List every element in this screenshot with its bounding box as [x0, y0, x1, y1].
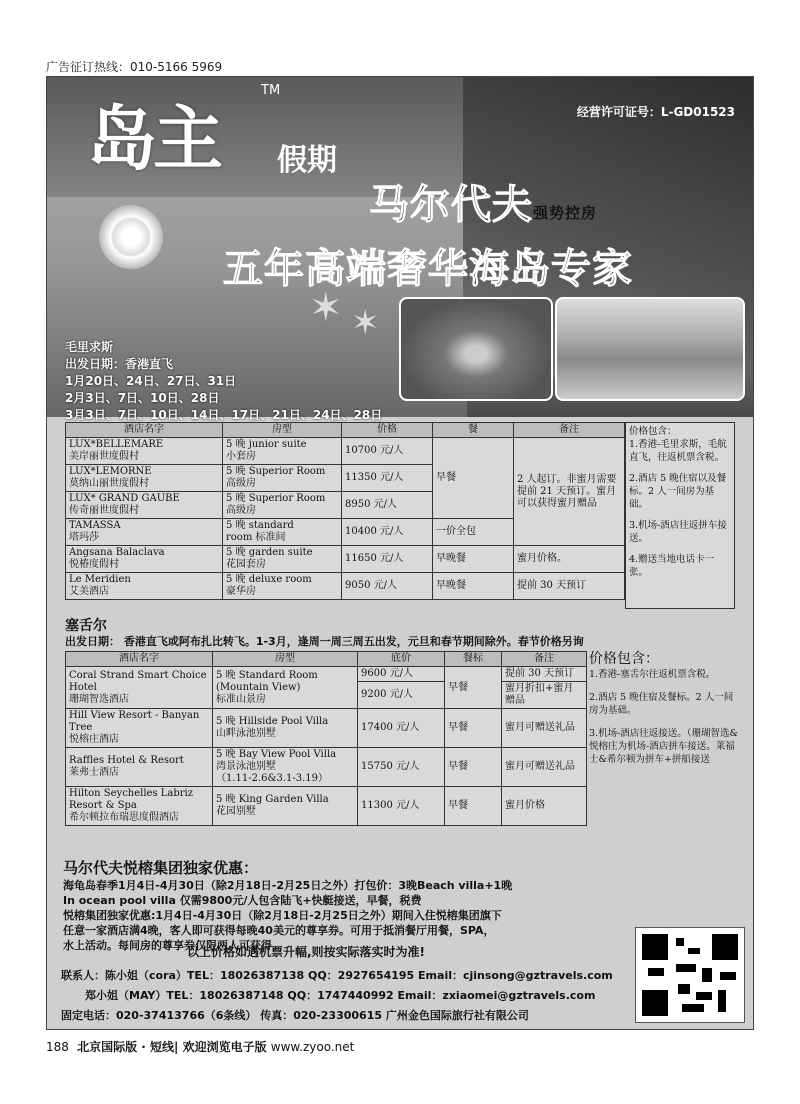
ad-hotline: 广告征订热线：010-5166 5969	[46, 60, 223, 74]
col-header: 备注	[502, 652, 587, 667]
qr-code[interactable]	[635, 927, 745, 1023]
starfish-icon: ✶	[309, 285, 343, 331]
page-number: 188	[46, 1040, 69, 1054]
advertisement	[46, 76, 754, 1030]
promo-line: 海龟岛春季1月4日-4月30日（除2月18日-2月25日之外）打包价：3晚Beach villa+1晚	[63, 879, 513, 892]
starfish-icon: ✶	[351, 303, 380, 343]
footer-url[interactable]: www.zyoo.net	[270, 1040, 355, 1054]
mauritius-price-table	[65, 422, 625, 600]
seychelles-heading: 塞舌尔	[65, 618, 107, 634]
brand-logo: 岛主	[87, 98, 219, 180]
col-header: 房型	[213, 652, 358, 667]
col-header: 房型	[223, 423, 342, 438]
headline-maldives: 马尔代夫强势控房	[369, 182, 598, 228]
license-number: 经营许可证号：L-GD01523	[576, 105, 735, 119]
seychelles-price-table	[65, 651, 587, 826]
col-header: 底价	[358, 652, 445, 667]
table-row: LUX* GRAND GAUBE 传奇丽世度假村 5 晚 Superior Room 高级房 8950 元/人	[66, 492, 625, 519]
page-footer: 188 北京国际版 · 短线| 欢迎浏览电子版 www.zyoo.net	[46, 1040, 355, 1054]
promo-line: In ocean pool villa 仅需9800元/人包含陆飞+快艇接送，早餐，税费	[63, 894, 422, 907]
table-row: 9200 元/人 蜜月折扣+蜜月赠品	[66, 682, 587, 709]
seychelles-includes: 价格包含： 1.香港-塞舌尔往返机票含税。 2.酒店 5 晚住宿及餐标。2 人一间房为基础。 3.机场-酒店往返接送。（珊瑚智选&悦榕庄为机场-酒店拼车接送。莱福士&希尔顿为拼车+拼船接送	[589, 651, 738, 765]
table-row: Le Meridien 艾美酒店 5 晚 deluxe room 豪华房 9050 元/人 早晚餐 提前 30 天预订	[66, 573, 625, 600]
table-row: Coral Strand Smart Choice Hotel 珊瑚智选酒店 5 晚 Standard Room (Mountain View) 标准山景房 9600 元/人 早餐 提前 30 天预订	[66, 667, 587, 682]
headline-expert: 五年高端奢华海岛专家	[223, 246, 633, 292]
table-row: Angsana Balaclava 悦椿度假村 5 晚 garden suite 花园套房 11650 元/人 早晚餐 蜜月价格。	[66, 546, 625, 573]
table-row: Hill View Resort - Banyan Tree 悦榕庄酒店 5 晚 Hillside Pool Villa 山畔泳池别墅 17400 元/人 早餐 蜜月可赠送礼品	[66, 709, 587, 748]
col-header: 价格	[342, 423, 433, 438]
beach-photo	[555, 297, 745, 401]
col-header: 酒店名字	[66, 652, 213, 667]
island-aerial-photo	[399, 297, 553, 401]
contact-line: 郑小姐（MAY）TEL：18026387148 QQ：1747440992 Email：zxiaomei@gztravels.com	[85, 989, 596, 1002]
mauritius-includes: 价格包含： 1.香港-毛里求斯，毛航直飞，往返机票含税。 2.酒店 5 晚住宿以及餐标。2 人一间房为基础。 3.机场-酒店往返拼车接送。 4.赠送当地电话卡一张。	[625, 422, 735, 609]
col-header: 酒店名字	[66, 423, 223, 438]
col-header: 备注	[514, 423, 625, 438]
col-header: 餐	[433, 423, 514, 438]
headline-tag: 强势控房	[533, 204, 598, 222]
col-header: 餐标	[445, 652, 502, 667]
promo-line: 任意一家酒店满4晚，客人即可获得每晚40美元的尊享券。可用于抵消餐厅用餐，SPA，	[63, 924, 495, 937]
price-note: 以上价格如遇机票升幅,则按实际落实时为准!	[187, 945, 426, 959]
table-row: Hilton Seychelles Labriz Resort & Spa 希尔顿拉布瑞思度假酒店 5 晚 King Garden Villa 花园别墅 11300 元/人 早餐 蜜月价格	[66, 787, 587, 826]
contact-line: 固定电话：020-37413766（6条线） 传真：020-23300615 广州金色国际旅行社有限公司	[61, 1009, 529, 1022]
hero-banner	[47, 77, 753, 422]
trademark-mark: TM	[261, 83, 281, 98]
promo-title: 马尔代夫悦榕集团独家优惠：	[63, 859, 259, 877]
table-row: Raffles Hotel & Resort 莱弗士酒店 5 晚 Bay View Pool Villa 湾景泳池别墅 （1.11-2.6&3.1-3.19） 15750 元/人 早餐 蜜月可赠送礼品	[66, 748, 587, 787]
seychelles-departure: 出发日期： 香港直飞或阿布扎比转飞。1-3月，逢周一周三周五出发，元旦和春节期间除外。春节价格另询	[65, 635, 584, 648]
contact-line: 联系人：陈小姐（cora）TEL：18026387138 QQ：2927654195 Email：cjinsong@gztravels.com	[61, 969, 613, 982]
table-row: LUX*LEMORNE 莫纳山丽世度假村 5 晚 Superior Room 高级房 11350 元/人	[66, 465, 625, 492]
mauritius-departure: 毛里求斯 出发日期：香港直飞 1月20日、24日、27日、31日 2月3日、7日、10日、28日 3月3日、7日、10日、14日、17日、21日、24日、28日	[65, 340, 383, 422]
banyan-tree-promo	[63, 857, 623, 953]
table-row: LUX*BELLEMARE 美岸丽世度假村 5 晚 junior suite 小套房 10700 元/人 早餐 2 人起订。非蜜月需要提前 21 天预订。蜜月可以获得蜜月赠品	[66, 438, 625, 465]
table-row: TAMASSA 塔玛莎 5 晚 standard room 标准间 10400 元/人 一价全包	[66, 519, 625, 546]
promo-line: 悦榕集团独家优惠:1月4日-4月30日（除2月18日-2月25日之外）期间入住悦榕集团旗下	[63, 909, 502, 922]
brand-subtitle: 假期	[277, 143, 337, 178]
flower-icon	[99, 205, 163, 269]
promo-line: 水上活动。每间房的尊享券仅限两人可获得，	[63, 939, 283, 952]
